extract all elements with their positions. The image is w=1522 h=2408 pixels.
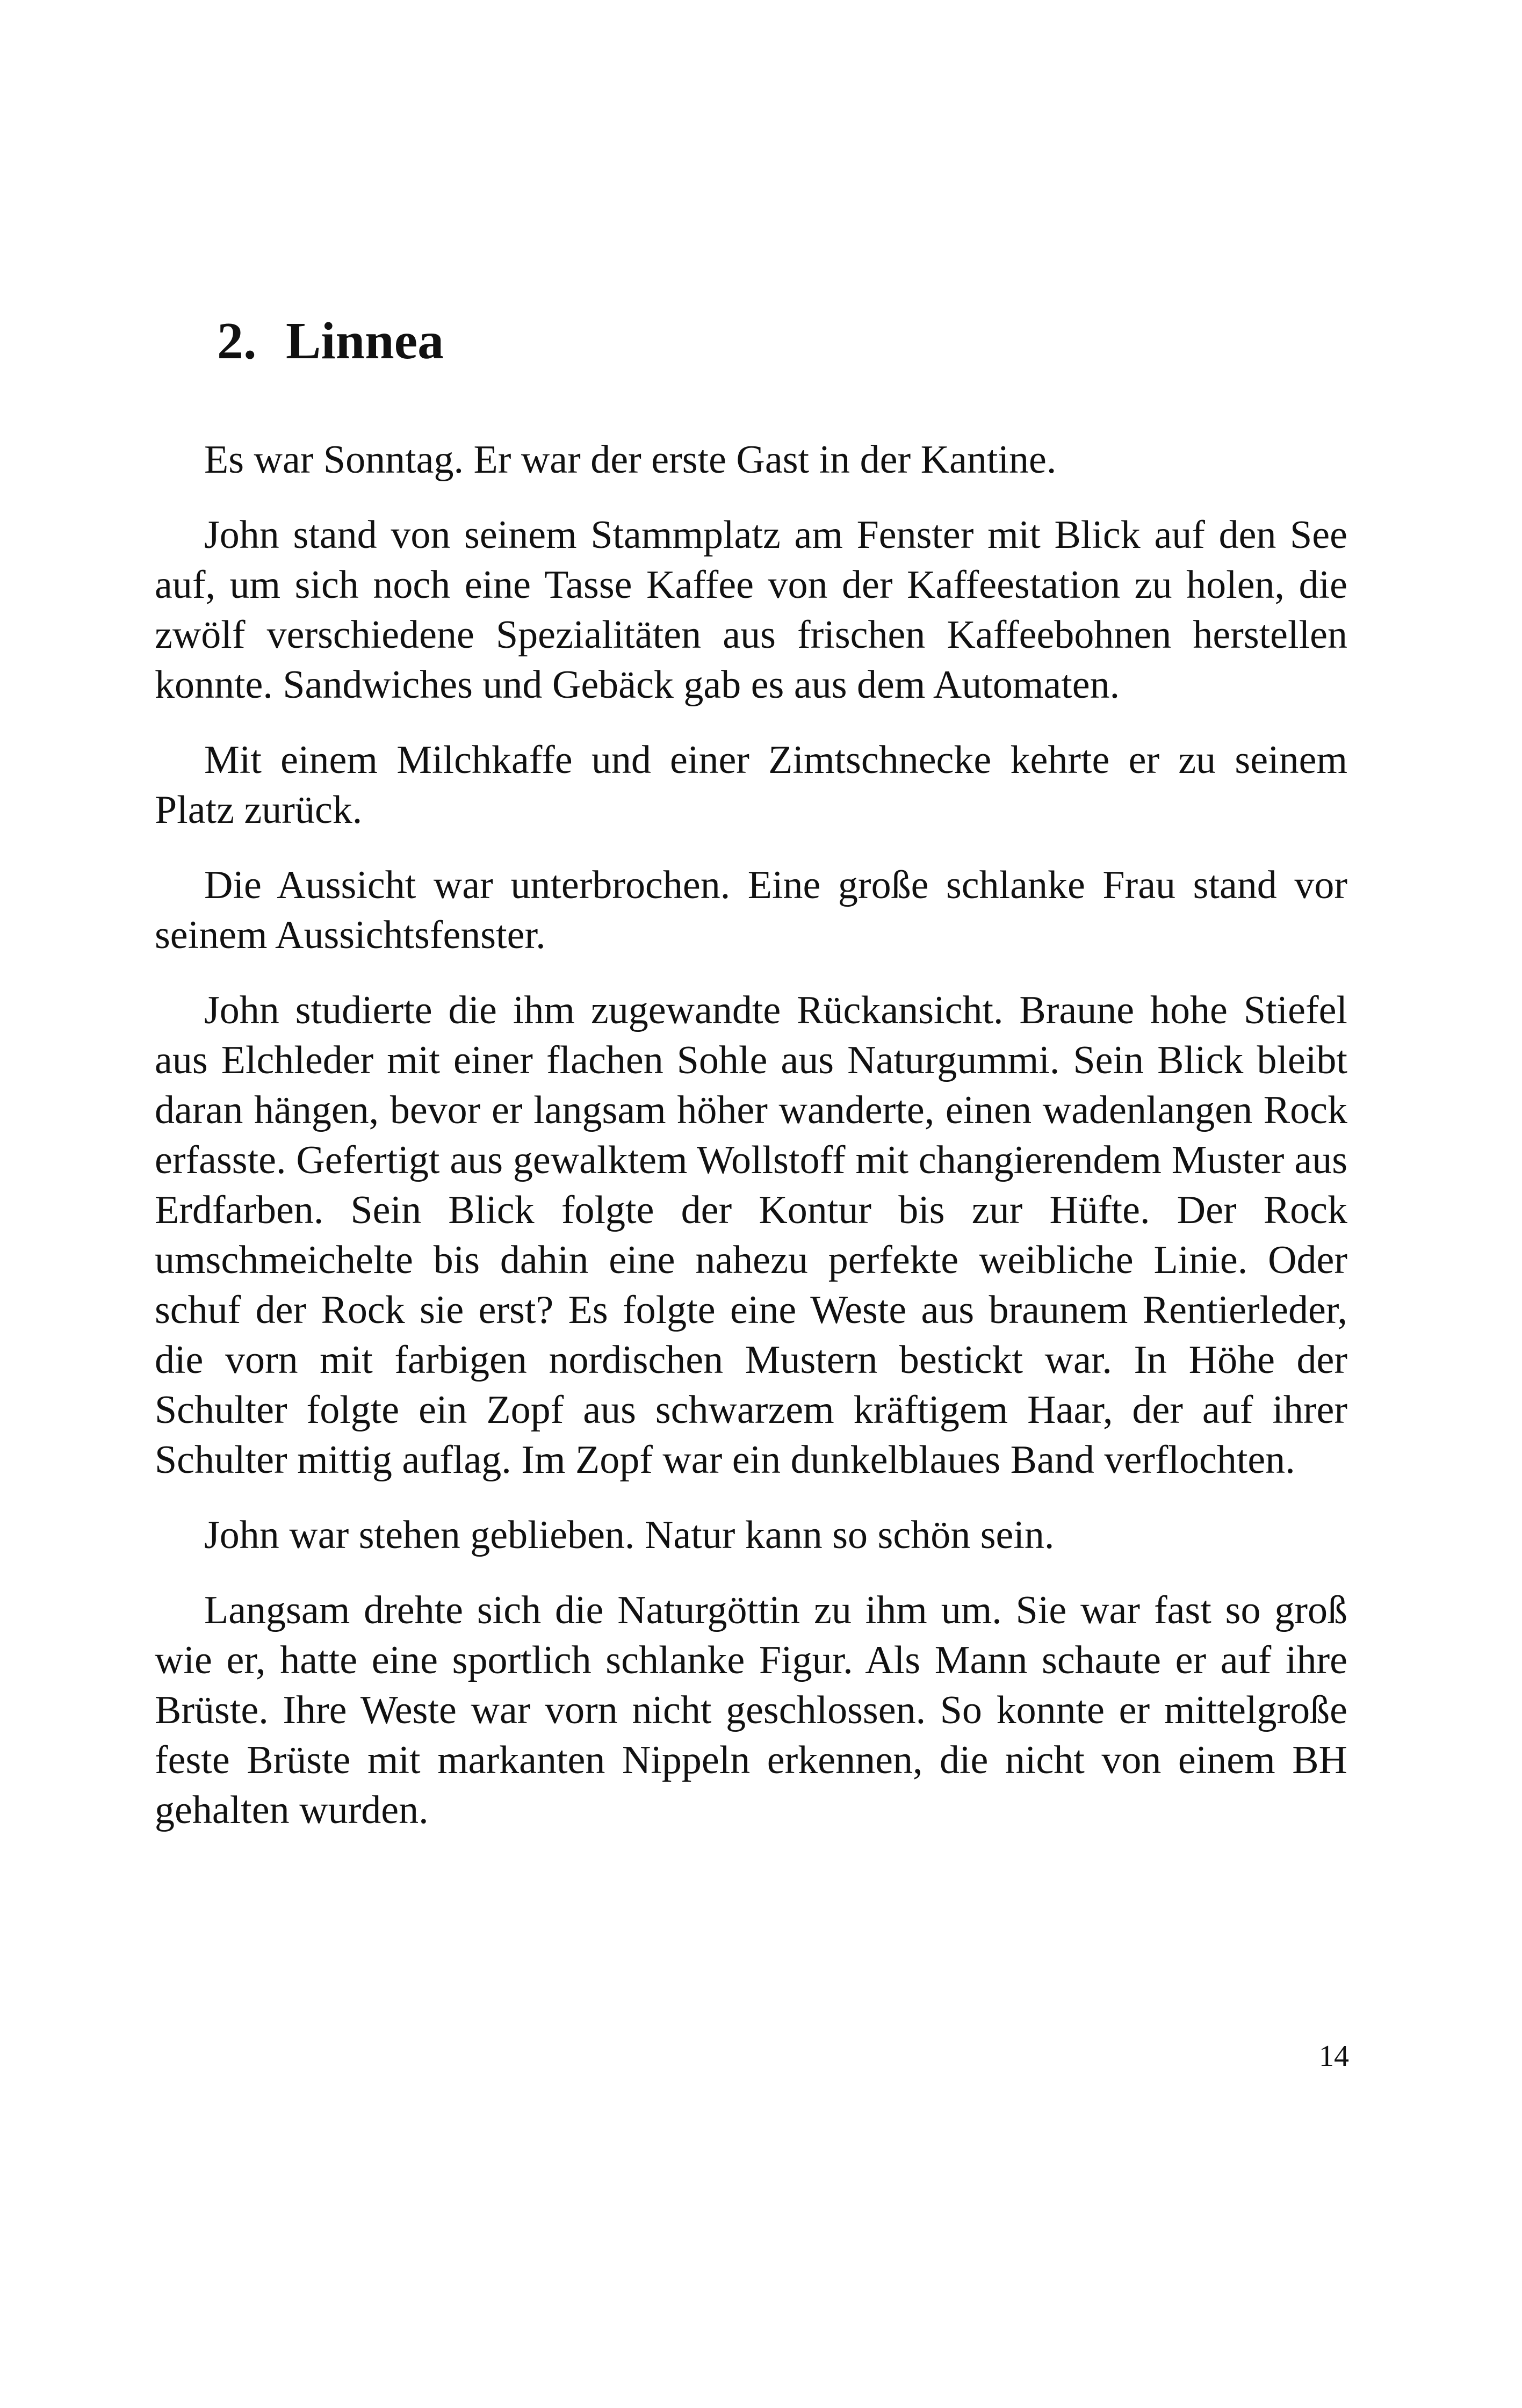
page-number: 14 — [1319, 2040, 1349, 2073]
paragraph: Die Aussicht war unterbrochen. Eine große schlanke Frau stand vor seinem Aussichtsfenster. — [155, 863, 1347, 957]
paragraph: John studierte die ihm zugewandte Rückansicht. Braune hohe Stiefel aus Elchleder mit einer flachen Sohle aus Naturgummi. Sein Blick bleibt daran hängen, bevor er langsam höher wanderte, einen wadenlangen Rock erfasste. Gefertigt aus gewalktem Wollstoff mit changierendem Muster aus Erdfarben. Sein Blick folgte der Kontur bis zur Hüfte. Der Rock umschmeichelte bis dahin eine nahezu perfekte weibliche Linie. Oder schuf der Rock sie erst? Es folgte eine Weste aus braunem Rentierleder, die vorn mit farbigen nordischen Mustern bestickt war. In Höhe der Schulter folgte ein Zopf aus schwarzem kräftigem Haar, der auf ihrer Schulter mittig auflag. Im Zopf war ein dunkelblaues Band verflochten. — [155, 988, 1347, 1482]
chapter-heading — [217, 309, 1345, 373]
paragraph: Es war Sonntag. Er war der erste Gast in der Kantine. — [204, 438, 1057, 482]
chapter-body — [155, 435, 1347, 1861]
paragraph: John war stehen geblieben. Natur kann so schön sein. — [204, 1513, 1055, 1557]
paragraph: Mit einem Milchkaffe und einer Zimtschnecke kehrte er zu seinem Platz zurück. — [155, 738, 1347, 832]
paragraph: Langsam drehte sich die Naturgöttin zu ihm um. Sie war fast so groß wie er, hatte eine sportlich schlanke Figur. Als Mann schaute er auf ihre Brüste. Ihre Weste war vorn nicht geschlossen. So konnte er mittelgroße feste Brüste mit markanten Nippeln erkennen, die nicht von einem BH gehalten wurden. — [155, 1588, 1347, 1832]
chapter-number: 2. — [217, 312, 257, 370]
chapter-title: Linnea — [286, 312, 444, 370]
paragraph: John stand von seinem Stammplatz am Fenster mit Blick auf den See auf, um sich noch eine Tasse Kaffee von der Kaffeestation zu holen, die zwölf verschiedene Spezialitäten aus frischen Kaffeebohnen herstellen konnte. Sandwiches und Gebäck gab es aus dem Automaten. — [155, 513, 1347, 707]
